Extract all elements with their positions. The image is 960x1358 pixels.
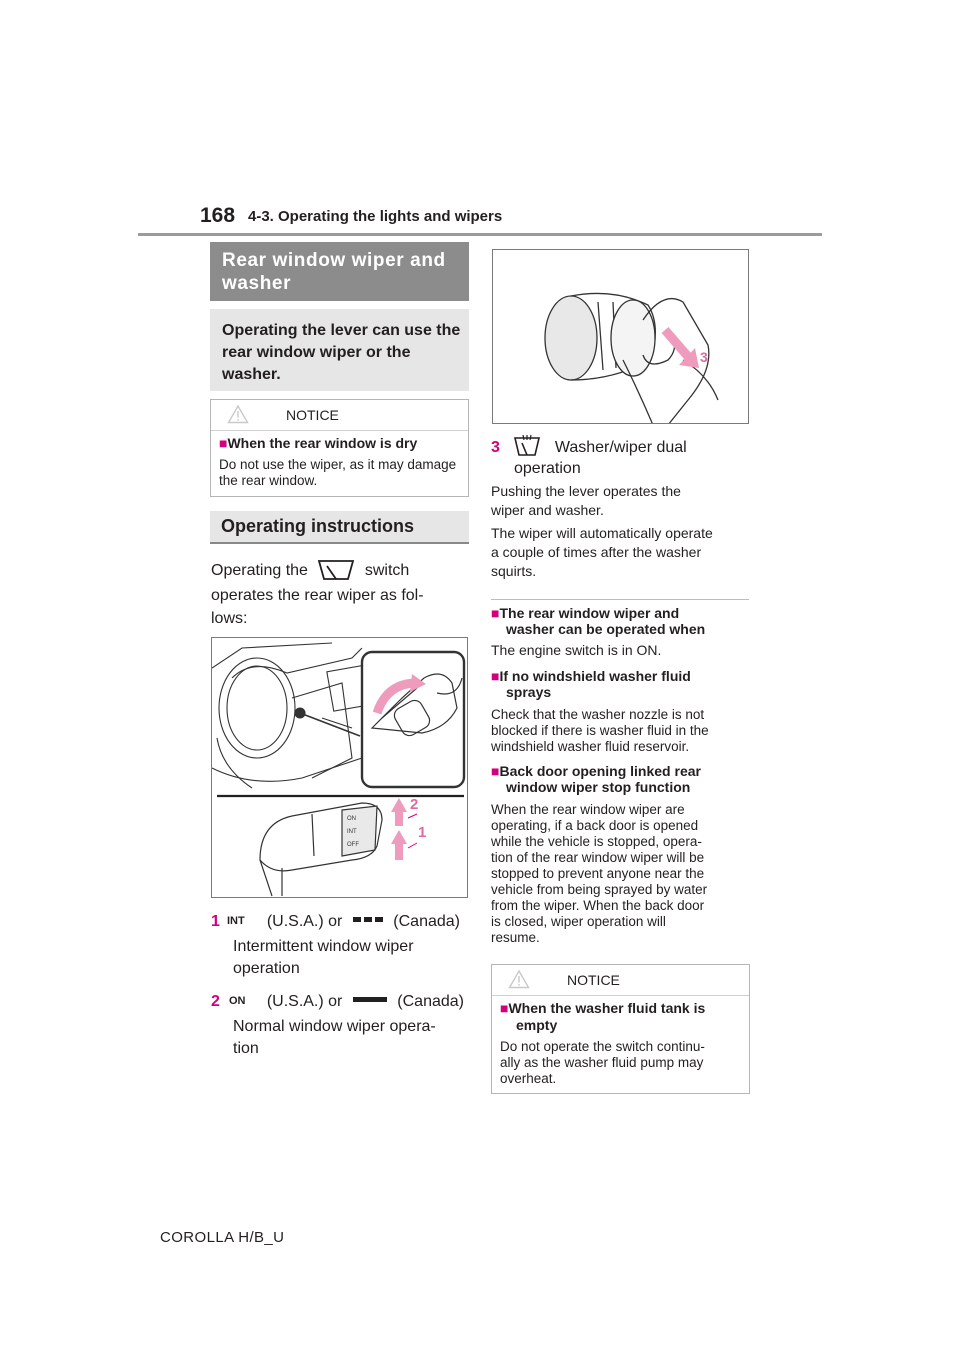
notice-box-fluid [491, 964, 750, 1094]
notice-body-line-2: ally as the washer fluid pump may [500, 1055, 704, 1070]
svg-text:INT: INT [227, 915, 246, 926]
intro-box [210, 309, 469, 391]
section-title: Rear window wiper and washer [222, 250, 446, 294]
notice-heading: ■When the rear window is dry [219, 435, 418, 451]
notice-label: NOTICE [567, 972, 620, 988]
subbody-2-line-3: windshield washer fluid reservoir. [491, 739, 690, 754]
intro-text: Operating the lever can use the rear window wiper or the washer. [222, 322, 461, 383]
para-2-line-2: a couple of times after the washer [491, 544, 702, 560]
warning-triangle-icon [508, 969, 530, 989]
subbody-1: The engine switch is in ON. [491, 642, 662, 658]
subhead-3: ■Back door opening linked rear [491, 763, 701, 779]
notice-heading: ■When the washer fluid tank is [500, 1000, 706, 1016]
washer-lever-drawing [493, 250, 749, 424]
subbody-3-line-1: When the rear window wiper are [491, 802, 685, 817]
rear-wiper-switch-icon [314, 559, 358, 581]
operating-line-1: Operating the switch [211, 559, 409, 582]
subbody-2-line-2: blocked if there is washer fluid in the [491, 723, 709, 738]
subbody-3-line-8: is closed, wiper operation will [491, 914, 666, 929]
notice-body-line-1: Do not operate the switch continu- [500, 1039, 705, 1054]
header-rule [138, 233, 822, 236]
item-2-line: 2 ON (U.S.A.) or (Canada) [211, 993, 464, 1010]
footer-model: COROLLA H/B_U [160, 1229, 285, 1246]
operating-instructions-heading: Operating instructions [210, 511, 469, 544]
operating-line-2: operates the rear wiper as fol- [211, 587, 424, 604]
para-1-line-2: wiper and washer. [491, 502, 604, 518]
item-2-desc-2: tion [233, 1040, 259, 1057]
int-symbol-icon [226, 912, 258, 926]
notice-body: Do not use the wiper, as it may damage the rear window. [219, 457, 457, 488]
figure-callout-3: 3 [700, 349, 708, 365]
subbody-3-line-7: from the wiper. When the back door [491, 898, 705, 913]
separator [491, 599, 749, 600]
dashboard-lever-illustration [211, 637, 468, 898]
para-1-line-1: Pushing the lever operates the [491, 483, 681, 499]
svg-text:OFF: OFF [347, 842, 359, 848]
notice-header [492, 965, 749, 996]
subbody-3-line-5: stopped to prevent anyone near the [491, 866, 705, 881]
subhead-1: ■The rear window wiper and [491, 605, 680, 621]
item-1-desc-2: operation [233, 960, 300, 977]
chapter-title: 4-3. Operating the lights and wipers [248, 208, 503, 225]
subbody-3-line-3: while the vehicle is stopped, opera- [491, 834, 702, 849]
warning-triangle-icon [227, 404, 249, 424]
canada-continuous-symbol-icon [351, 995, 389, 1005]
item-1-line: 1 INT (U.S.A.) or (Canada) [211, 913, 460, 930]
subbody-3-line-6: vehicle from being sprayed by water [491, 882, 708, 897]
svg-text:ON: ON [229, 995, 246, 1006]
svg-text:ON: ON [347, 816, 356, 822]
notice-body-line-3: overheat. [500, 1071, 557, 1086]
operating-line-3: lows: [211, 610, 248, 627]
subbody-2-line-1: Check that the washer nozzle is not [491, 707, 705, 722]
notice-header [211, 400, 468, 431]
dashboard-drawing [212, 638, 468, 898]
washer-wiper-icon [512, 434, 542, 458]
item-2-desc-1: Normal window wiper opera- [233, 1018, 436, 1035]
on-symbol-icon [226, 992, 258, 1006]
figure-callout-2: 2 [410, 796, 419, 813]
svg-text:INT: INT [347, 829, 357, 835]
subbody-3-line-4: tion of the rear window wiper will be [491, 850, 705, 865]
canada-intermittent-symbol-icon [351, 915, 385, 925]
notice-heading-line-2: empty [516, 1017, 558, 1033]
item-3-line: 3 Washer/wiper dual [491, 434, 687, 459]
washer-lever-illustration [492, 249, 749, 424]
para-2-line-1: The wiper will automatically operate [491, 525, 713, 541]
subbody-3-line-2: operating, if a back door is opened [491, 818, 699, 833]
subhead-2-line-2: sprays [506, 684, 552, 700]
page-number: 168 [200, 204, 236, 227]
item-3-label-2: operation [514, 460, 581, 477]
subhead-1-line-2: washer can be operated when [506, 621, 706, 637]
subbody-3-line-9: resume. [491, 930, 540, 945]
subhead-2: ■If no windshield washer fluid [491, 668, 691, 684]
section-title-box [210, 242, 469, 301]
item-1-desc-1: Intermittent window wiper [233, 938, 414, 955]
para-2-line-3: squirts. [491, 563, 537, 579]
notice-box-dry [210, 399, 469, 497]
notice-label: NOTICE [286, 407, 339, 423]
figure-callout-1: 1 [418, 824, 427, 841]
subhead-3-line-2: window wiper stop function [506, 779, 691, 795]
